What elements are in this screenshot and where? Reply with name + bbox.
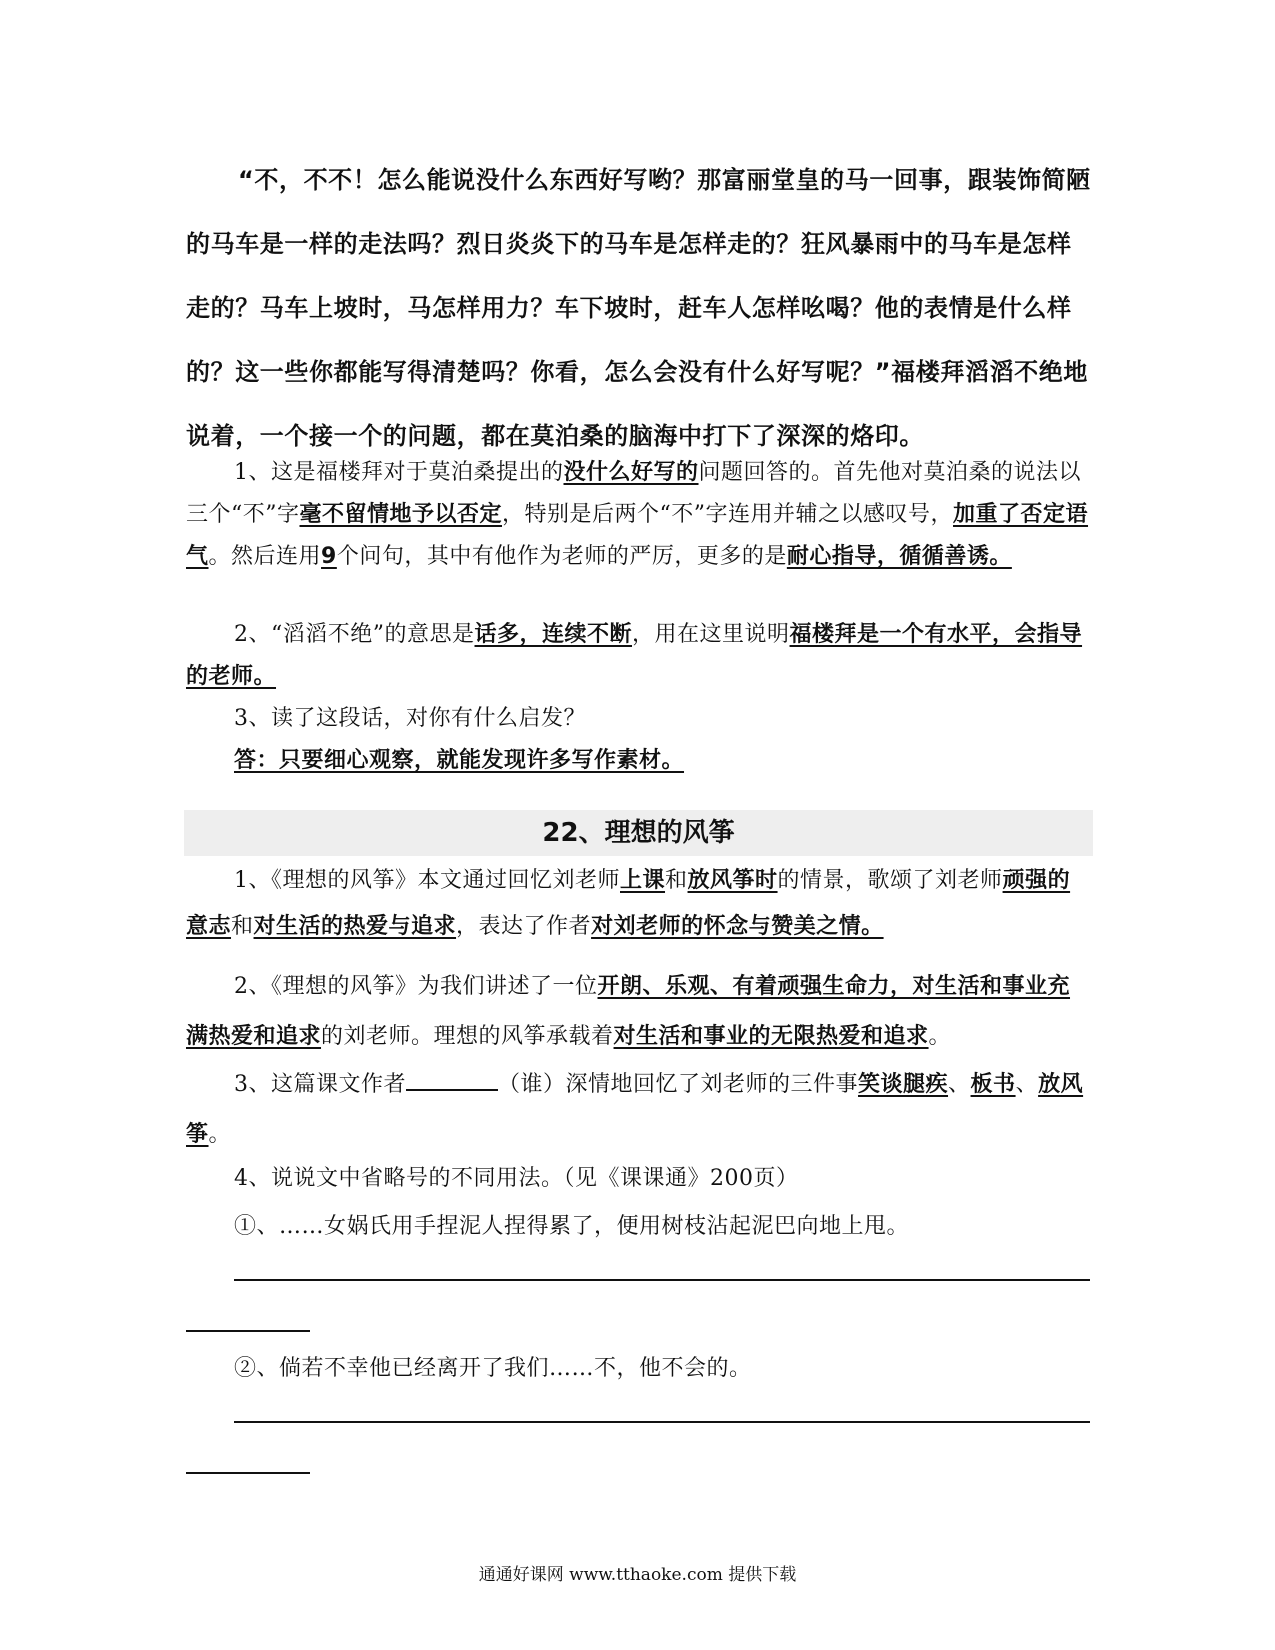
- answer-fill: 对生活和事业的无限热爱和追求: [613, 1024, 929, 1049]
- question-text: 。: [928, 1024, 952, 1049]
- answer-fill: 福楼拜是一个有水平，会指导的老师。: [186, 622, 1083, 689]
- question-text: ，特别是后两个“不”字连用并辅之以感叹号，: [502, 502, 954, 527]
- question-text: 2、《理想的风筝》为我们讲述了一位: [234, 974, 598, 999]
- answer-fill: 答：只要细心观察，就能发现许多写作素材。: [234, 748, 685, 773]
- question-1: [186, 452, 1091, 578]
- answer-line: [234, 1279, 1090, 1281]
- answer-line: [186, 1472, 310, 1474]
- answer-fill: 放风筝时: [687, 868, 778, 893]
- question-text: ，用在这里说明: [632, 622, 790, 647]
- question-text: 1、这是福楼拜对于莫泊桑提出的: [234, 460, 564, 485]
- question-2: [186, 614, 1091, 698]
- answer-fill: 笑谈腿疾: [858, 1072, 949, 1097]
- section-question-2: [186, 962, 1091, 1062]
- question-text: 、: [1015, 1072, 1039, 1097]
- ellipsis-example-1: [186, 1206, 1091, 1248]
- answer-fill: 上课: [620, 868, 666, 893]
- section-question-1: [186, 858, 1091, 950]
- answer-fill: 顽强的意志: [186, 868, 1071, 939]
- question-text: 的情景，歌颂了刘老师: [777, 868, 1003, 893]
- page-footer: 通通好课网 www.tthaoke.com 提供下载: [478, 1565, 797, 1585]
- section-question-3: [186, 1060, 1091, 1160]
- answer-3: [186, 740, 1091, 782]
- author-blank: [406, 1063, 498, 1091]
- question-text: ，表达了作者: [456, 914, 592, 939]
- question-text: 问题回答的。首先他对莫泊桑的说法以三个“不”字: [186, 460, 1082, 527]
- example-sentence: ②、倘若不幸他已经离开了我们……不，他不会的。: [234, 1356, 752, 1381]
- question-3: [186, 698, 1091, 740]
- answer-line: [234, 1421, 1090, 1423]
- answer-fill: 话多，连续不断: [474, 622, 633, 647]
- question-text: 2、“滔滔不绝”的意思是: [234, 622, 475, 647]
- answer-fill: 开朗、乐观、有着顽强生命力，对生活和事业充满热爱和追求: [186, 974, 1071, 1049]
- answer-fill: 板书: [970, 1072, 1016, 1097]
- question-text: 1、《理想的风筝》本文通过回忆刘老师: [234, 868, 620, 893]
- answer-fill: 加重了否定语气: [186, 502, 1089, 569]
- question-text: 3、读了这段话，对你有什么启发？: [234, 706, 586, 731]
- answer-line: [186, 1330, 310, 1332]
- answer-fill: 耐心指导，循循善诱。: [786, 544, 1012, 569]
- reading-passage: “不，不不！怎么能说没什么东西好写哟？那富丽堂皇的马一回事，跟装饰简陋的马车是一样的走法吗？烈日炎炎下的马车是怎样走的？狂风暴雨中的马车是怎样走的？马车上坡时，马怎样用力？车下坡时，赶车人怎样吆喝？他的表情是什么样的？这一些你都能写得清楚吗？你看，怎么会没有什么好写呢？”福楼拜滔滔不绝地说着，一个接一个的问题，都在莫泊桑的脑海中打下了深深的烙印。: [186, 166, 1091, 450]
- answer-fill: 9: [321, 544, 337, 569]
- answer-fill: 对生活的热爱与追求: [253, 914, 457, 939]
- example-sentence: ①、……女娲氏用手捏泥人捏得累了，便用树枝沾起泥巴向地上甩。: [234, 1214, 910, 1239]
- question-text: 3、这篇课文作者: [234, 1072, 406, 1097]
- answer-fill: 放风筝: [186, 1072, 1084, 1147]
- answer-fill: 毫不留情地予以否定: [299, 502, 503, 527]
- answer-fill: 没什么好写的: [563, 460, 699, 485]
- question-text: 。然后连用: [208, 544, 322, 569]
- section-heading: 22、理想的风筝: [184, 810, 1093, 856]
- section-question-4: [186, 1158, 1091, 1200]
- question-text: 和: [231, 914, 254, 939]
- question-text: 的刘老师。理想的风筝承载着: [321, 1024, 614, 1049]
- question-text: 4、说说文中省略号的不同用法。（见《课课通》200页）: [234, 1166, 799, 1191]
- answer-fill: 对刘老师的怀念与赞美之情。: [591, 914, 884, 939]
- question-text: 和: [665, 868, 688, 893]
- question-text: （谁）深情地回忆了刘老师的三件事: [498, 1072, 859, 1097]
- question-text: 。: [208, 1122, 232, 1147]
- question-text: 个问句，其中有他作为老师的严厉，更多的是: [336, 544, 787, 569]
- ellipsis-example-2: [186, 1348, 1091, 1390]
- question-text: 、: [948, 1072, 971, 1097]
